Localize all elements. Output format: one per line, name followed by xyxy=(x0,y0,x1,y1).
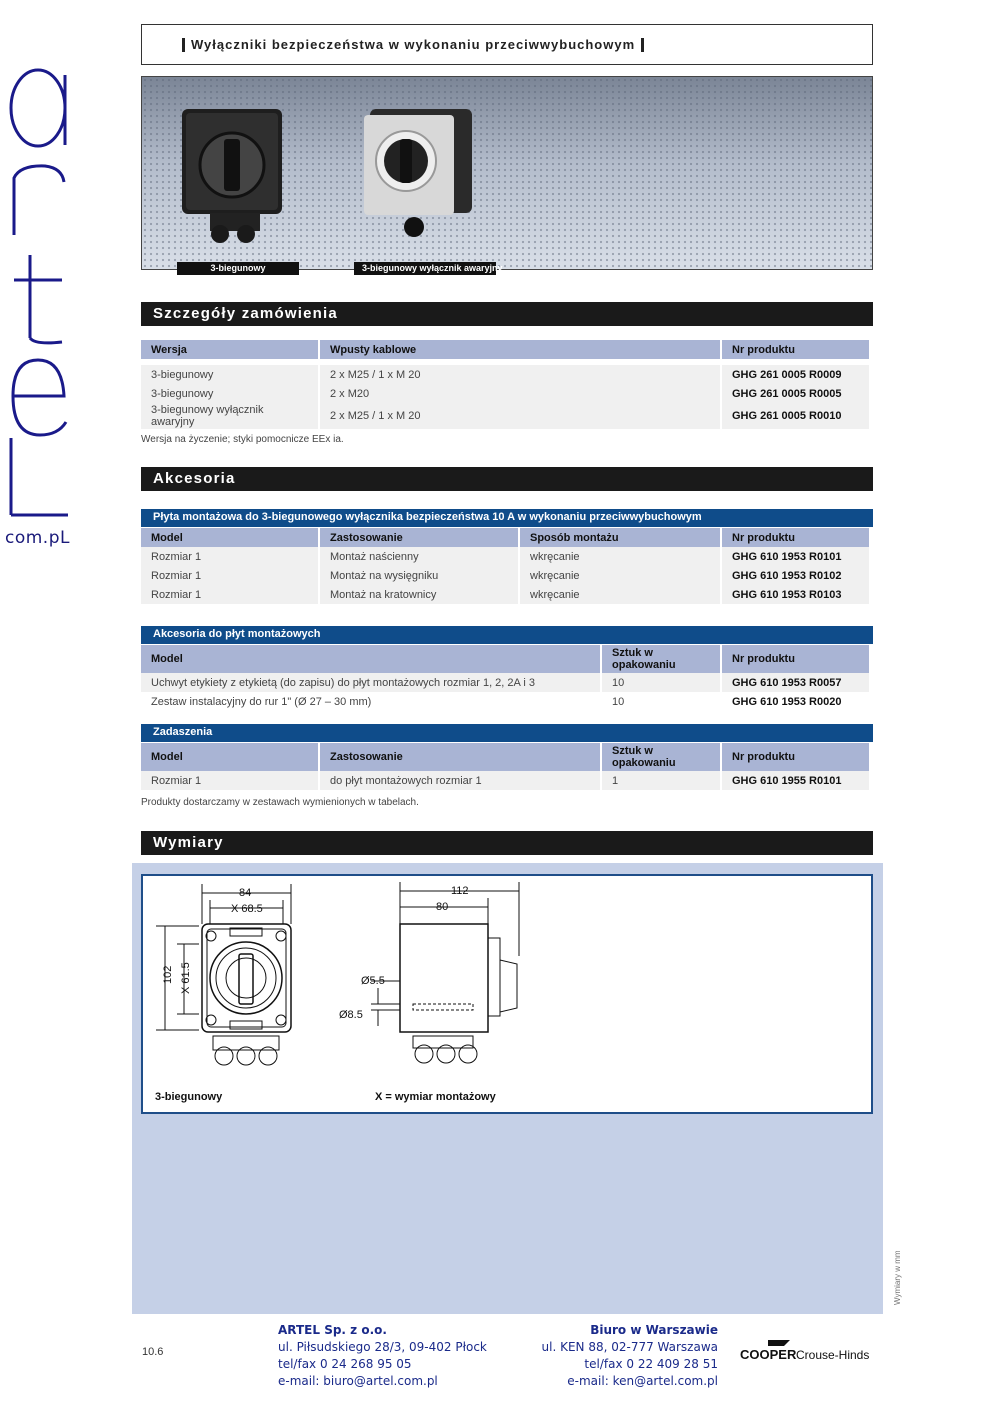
page-number: 10.6 xyxy=(142,1346,164,1358)
product-photo xyxy=(141,76,873,270)
cell: Montaż na wysięgniku xyxy=(320,566,518,585)
col-wpusty: Wpusty kablowe xyxy=(320,340,720,359)
col-model: Model xyxy=(141,528,318,547)
cell: GHG 610 1953 R0103 xyxy=(722,585,869,604)
ordering-table xyxy=(139,340,871,429)
cell: GHG 261 0005 R0005 xyxy=(722,384,869,403)
dim-112: 112 xyxy=(451,885,469,897)
plate-accessories-table xyxy=(139,645,871,711)
cell: GHG 610 1953 R0057 xyxy=(722,673,869,692)
footer-right-street: ul. KEN 88, 02-777 Warszawa xyxy=(541,1340,718,1354)
canopies-table xyxy=(139,743,871,790)
cell: wkręcanie xyxy=(520,547,720,566)
col-model: Model xyxy=(141,743,318,771)
cell: do płyt montażowych rozmiar 1 xyxy=(320,771,600,790)
cell: 2 x M25 / 1 x M 20 xyxy=(320,403,720,429)
cell: Uchwyt etykiety z etykietą (do zapisu) do płyt montażowych rozmiar 1, 2, 2A i 3 xyxy=(141,673,600,692)
hero-caption-2: 3-biegunowy wyłącznik awaryjny xyxy=(354,262,496,275)
cell: Montaż na kratownicy xyxy=(320,585,518,604)
col-wersja: Wersja xyxy=(141,340,318,359)
cell: 2 x M20 xyxy=(320,384,720,403)
artel-side-logo xyxy=(0,60,80,560)
footer-left-email[interactable]: e-mail: biuro@artel.com.pl xyxy=(278,1374,438,1388)
col-nr: Nr produktu xyxy=(722,645,869,673)
section-ordering-title: Szczegóły zamówienia xyxy=(141,302,873,326)
accessories-note: Produkty dostarczamy w zestawach wymienionych w tabelach. xyxy=(141,797,419,808)
cell: 3-biegunowy xyxy=(141,365,318,384)
ordering-note: Wersja na życzenie; styki pomocnicze EEx ia. xyxy=(141,434,344,445)
cell: wkręcanie xyxy=(520,566,720,585)
col-nr: Nr produktu xyxy=(722,743,869,771)
plate-table xyxy=(139,528,871,604)
cell: GHG 610 1953 R0020 xyxy=(722,692,869,711)
cell: 10 xyxy=(602,673,720,692)
cooper-text: COOPER xyxy=(740,1347,797,1362)
cell: Rozmiar 1 xyxy=(141,547,318,566)
dimension-drawing xyxy=(143,876,871,1112)
cell: Montaż naścienny xyxy=(320,547,518,566)
table-row xyxy=(141,547,869,566)
table-row xyxy=(141,403,869,429)
table-row xyxy=(141,771,869,790)
cooper-crouse-hinds-logo xyxy=(740,1338,875,1368)
table-row xyxy=(141,585,869,604)
col-sposob: Sposób montażu xyxy=(520,528,720,547)
units-side-note: Wymiary w mm xyxy=(893,1250,902,1305)
col-nr: Nr produktu xyxy=(722,528,869,547)
footer-left-street: ul. Piłsudskiego 28/3, 09-402 Płock xyxy=(278,1340,487,1354)
dim-caption-left: 3-biegunowy xyxy=(155,1091,223,1103)
table-row xyxy=(141,673,869,692)
crouse-hinds-text: Crouse-Hinds xyxy=(796,1348,870,1362)
cell: Rozmiar 1 xyxy=(141,771,318,790)
dim-80: 80 xyxy=(436,901,449,913)
dimensions-drawing-box xyxy=(141,874,873,1114)
cell: wkręcanie xyxy=(520,585,720,604)
footer-address-warsaw xyxy=(520,1322,718,1390)
table-row xyxy=(141,365,869,384)
hero-caption-1: 3-biegunowy xyxy=(177,262,299,275)
footer-right-name: Biuro w Warszawie xyxy=(590,1323,718,1337)
cell: Zestaw instalacyjny do rur 1" (Ø 27 – 30 mm) xyxy=(141,692,600,711)
footer-right-phone: tel/fax 0 22 409 28 51 xyxy=(584,1357,718,1371)
cell: GHG 610 1953 R0102 xyxy=(722,566,869,585)
footer-left-name: ARTEL Sp. z o.o. xyxy=(278,1323,387,1337)
col-sztuk: Sztuk w opakowaniu xyxy=(602,743,720,771)
cell: Rozmiar 1 xyxy=(141,566,318,585)
plate-accessories-heading: Akcesoria do płyt montażowych xyxy=(141,626,873,644)
col-zastosowanie: Zastosowanie xyxy=(320,743,600,771)
cell: GHG 261 0005 R0010 xyxy=(722,403,869,429)
col-sztuk: Sztuk w opakowaniu xyxy=(602,645,720,673)
col-nr: Nr produktu xyxy=(722,340,869,359)
cell: 1 xyxy=(602,771,720,790)
section-accessories-title: Akcesoria xyxy=(141,467,873,491)
cell: Rozmiar 1 xyxy=(141,585,318,604)
dim-d55: Ø5.5 xyxy=(361,975,385,987)
canopies-heading: Zadaszenia xyxy=(141,724,873,742)
dim-x615: X 61.5 xyxy=(180,962,192,994)
cell: 3-biegunowy wyłącznik awaryjny xyxy=(141,403,318,429)
table-row xyxy=(141,384,869,403)
footer-address-plock xyxy=(278,1322,487,1390)
dim-caption-right: X = wymiar montażowy xyxy=(375,1091,496,1103)
plate-heading: Płyta montażowa do 3-biegunowego wyłącznika bezpieczeństwa 10 A w wykonaniu przeciwwybuchowym xyxy=(141,509,873,527)
cell: 10 xyxy=(602,692,720,711)
dim-84: 84 xyxy=(239,887,252,899)
cell: GHG 610 1955 R0101 xyxy=(722,771,869,790)
dim-d85: Ø8.5 xyxy=(339,1009,363,1021)
table-row xyxy=(141,566,869,585)
side-website: com.pL xyxy=(5,528,70,548)
cell: GHG 261 0005 R0009 xyxy=(722,365,869,384)
cell: 3-biegunowy xyxy=(141,384,318,403)
section-dimensions-title: Wymiary xyxy=(141,831,873,855)
page-title xyxy=(141,24,873,65)
col-zastosowanie: Zastosowanie xyxy=(320,528,518,547)
col-model: Model xyxy=(141,645,600,673)
dim-102: 102 xyxy=(162,965,174,984)
footer-left-phone: tel/fax 0 24 268 95 05 xyxy=(278,1357,412,1371)
dim-x685: X 68.5 xyxy=(231,903,263,915)
footer-right-email[interactable]: e-mail: ken@artel.com.pl xyxy=(567,1374,718,1388)
cell: 2 x M25 / 1 x M 20 xyxy=(320,365,720,384)
table-row xyxy=(141,692,869,711)
page-title-text: Wyłączniki bezpieczeństwa w wykonaniu przeciwwybuchowym xyxy=(191,37,636,52)
cell: GHG 610 1953 R0101 xyxy=(722,547,869,566)
